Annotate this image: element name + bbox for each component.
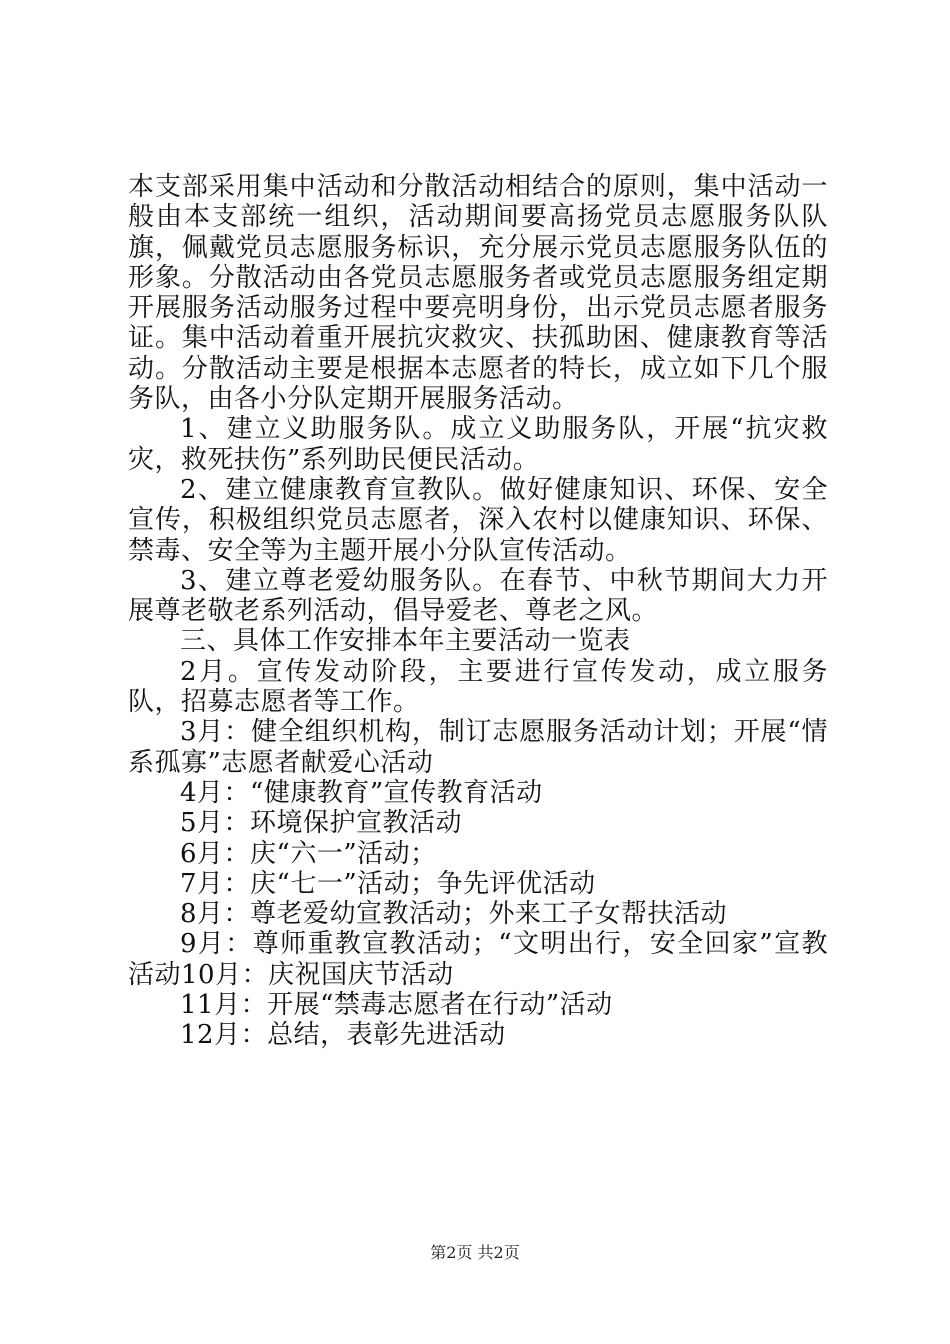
paragraph-item-3: 3、建立尊老爱幼服务队。在春节、中秋节期间大力开展尊老敬老系列活动，倡导爱老、尊老之风。 [128, 565, 828, 627]
paragraph-item-1: 1、建立义助服务队。成立义助服务队，开展“抗灾救灾，救死扶伤”系列助民便民活动。 [128, 414, 828, 475]
page-number-footer: 第2页 共2页 [430, 1243, 520, 1262]
schedule-september-october: 9月：尊师重教宣教活动；“文明出行，安全回家”宣教活动10月：庆祝国庆节活动 [128, 929, 828, 990]
paragraph-item-2: 2、建立健康教育宣教队。做好健康知识、环保、安全宣传，积极组织党员志愿者，深入农村以健康知识、环保、禁毒、安全等为主题开展小分队宣传活动。 [128, 474, 828, 566]
schedule-april: 4月：“健康教育”宣传教育活动 [180, 777, 543, 808]
schedule-december: 12月：总结，表彰先进活动 [180, 1020, 506, 1051]
schedule-august: 8月：尊老爱幼宣教活动；外来工子女帮扶活动 [180, 899, 728, 930]
schedule-may: 5月：环境保护宣教活动 [180, 808, 463, 839]
schedule-march: 3月：健全组织机构，制订志愿服务活动计划；开展“情系孤寡”志愿者献爱心活动 [128, 717, 828, 778]
schedule-june: 6月：庆“六一”活动； [180, 838, 437, 869]
section-heading: 三、具体工作安排本年主要活动一览表 [180, 626, 631, 657]
paragraph-intro: 本支部采用集中活动和分散活动相结合的原则，集中活动一般由本支部统一组织，活动期间要高扬党员志愿服务队队旗，佩戴党员志愿服务标识，充分展示党员志愿服务队伍的形象。分散活动由各党员志愿服务者或党员志愿服务组定期开展服务活动服务过程中要亮明身份，出示党员志愿者服务证。集中活动着重开展抗灾救灾、扶孤助困、健康教育等活动。分散活动主要是根据本志愿者的特长，成立如下几个服务队，由各小分队定期开展服务活动。 [128, 172, 828, 415]
schedule-november: 11月：开展“禁毒志愿者在行动”活动 [180, 990, 613, 1021]
body-text [128, 172, 828, 1051]
schedule-february: 2月。宣传发动阶段，主要进行宣传发动，成立服务队，招募志愿者等工作。 [128, 656, 828, 718]
schedule-july: 7月：庆“七一”活动；争先评优活动 [180, 868, 596, 899]
